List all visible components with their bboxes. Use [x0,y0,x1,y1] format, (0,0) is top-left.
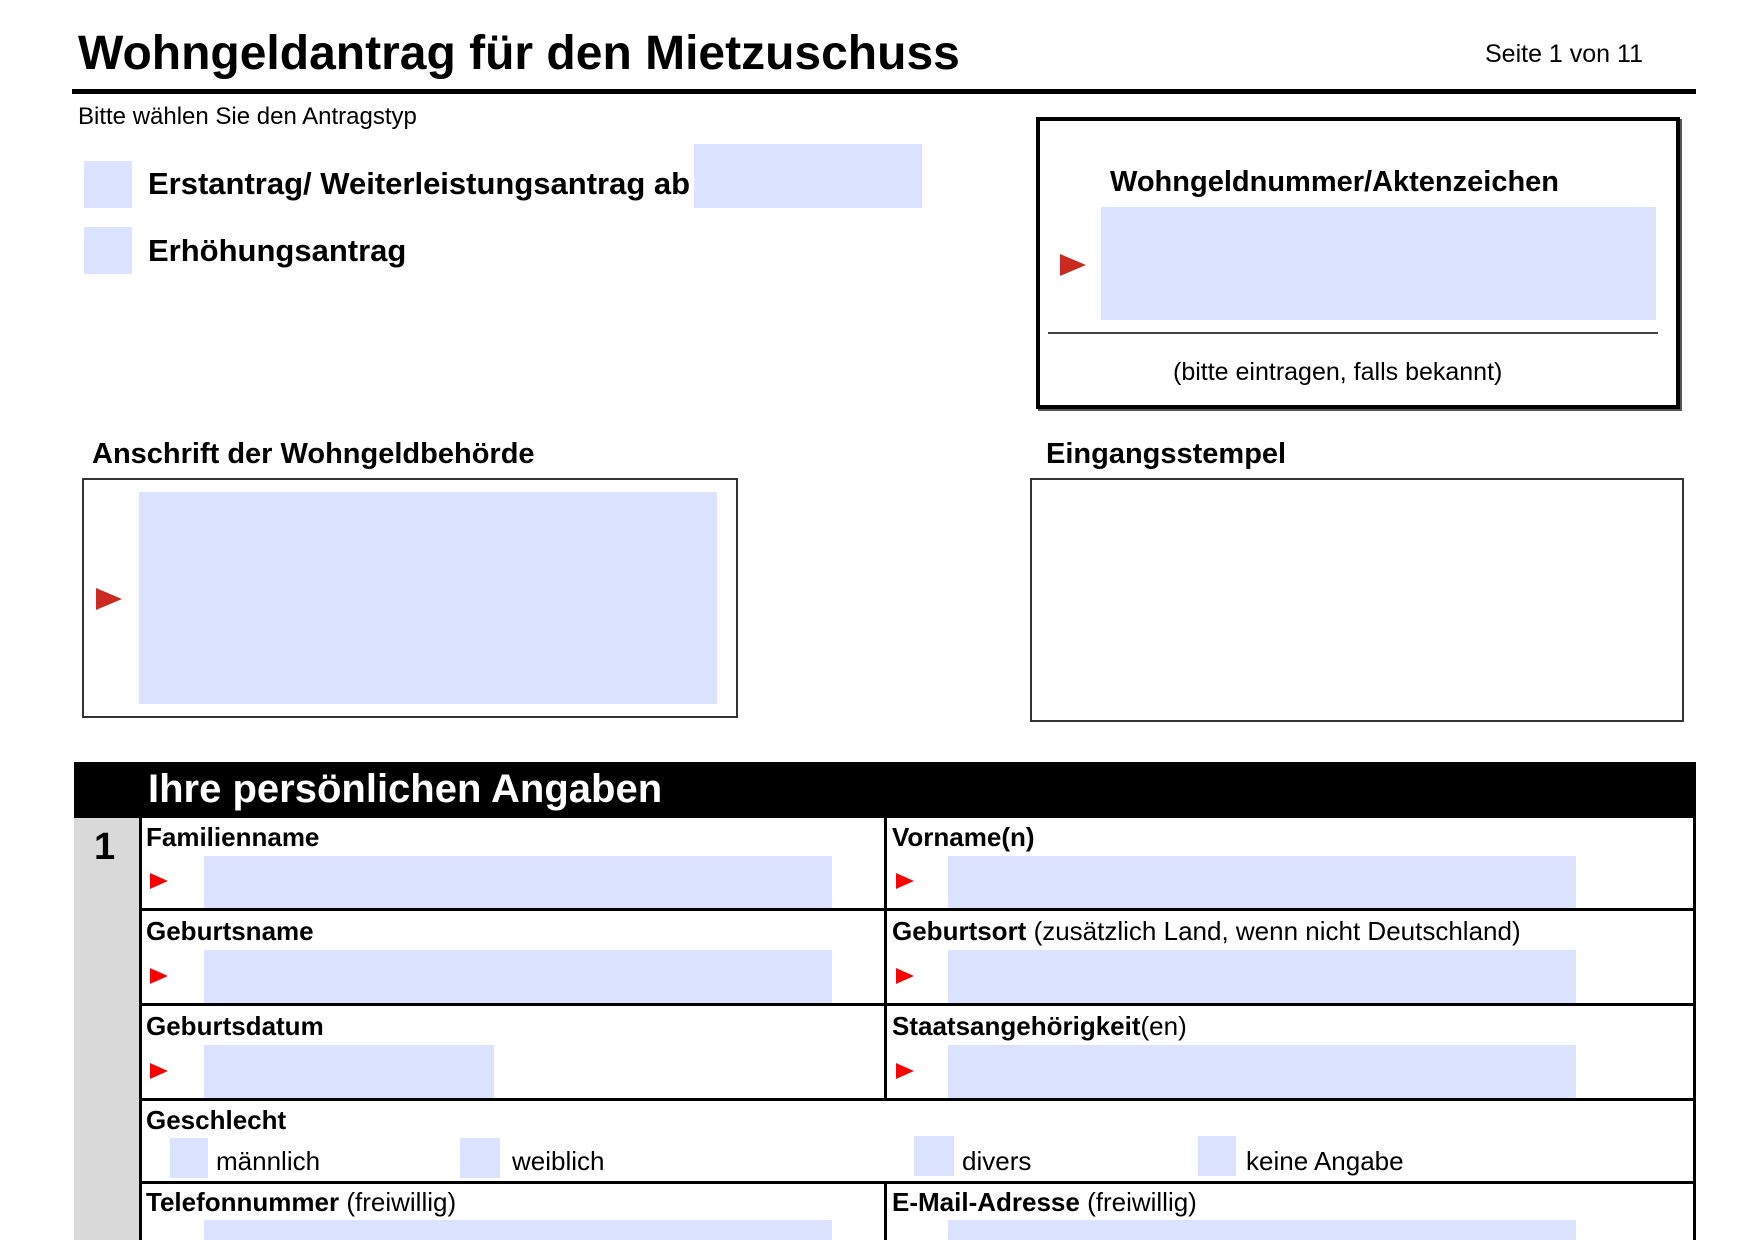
stamp-heading: Eingangsstempel [1046,438,1287,470]
authority-heading: Anschrift der Wohngeldbehörde [92,438,535,470]
increase-application-checkbox[interactable] [84,227,132,274]
gender-none-label: keine Angabe [1246,1146,1404,1176]
required-marker-icon [150,1063,168,1079]
grid-line [139,818,142,1240]
file-number-input[interactable] [1101,207,1656,320]
nationality-input[interactable] [948,1045,1576,1098]
file-number-title: Wohngeldnummer/Aktenzeichen [1110,166,1560,198]
initial-application-checkbox[interactable] [84,161,132,208]
birth-date-label: Geburtsdatum [146,1011,324,1041]
nationality-label: Staatsangehörigkeit(en) [892,1011,1187,1041]
page-title: Wohngeldantrag für den Mietzuschuss [78,27,960,80]
section-1-title: Ihre persönlichen Angaben [148,767,663,811]
grid-line [884,1181,887,1240]
gender-diverse-checkbox[interactable] [914,1136,954,1176]
gender-male-label: männlich [216,1146,321,1176]
section-number-column [74,818,140,1240]
file-number-hint: (bitte eintragen, falls bekannt) [1173,358,1503,386]
gender-label: Geschlecht [146,1105,287,1135]
page-indicator: Seite 1 von 11 [1485,40,1643,68]
birth-date-input[interactable] [204,1045,494,1098]
grid-line [139,1098,1696,1101]
birth-name-label: Geburtsname [146,916,314,946]
grid-line [139,1181,1696,1184]
authority-address-input[interactable] [139,492,717,704]
grid-line [139,1003,1696,1006]
grid-line [1693,762,1696,1240]
file-number-divider [1048,332,1658,334]
gender-female-checkbox[interactable] [460,1138,500,1178]
email-label: E-Mail-Adresse (freiwillig) [892,1187,1197,1217]
email-input[interactable] [948,1220,1576,1240]
required-marker-icon [896,968,914,984]
gender-female-label: weiblich [512,1146,605,1176]
birth-place-input[interactable] [948,950,1576,1003]
family-name-input[interactable] [204,856,832,908]
increase-application-label: Erhöhungsantrag [148,233,407,268]
first-names-label: Vorname(n) [892,822,1035,852]
first-names-input[interactable] [948,856,1576,908]
birth-place-label: Geburtsort (zusätzlich Land, wenn nicht Deutschland) [892,916,1521,946]
gender-male-checkbox[interactable] [170,1138,208,1178]
family-name-label: Familienname [146,822,320,852]
required-marker-icon [150,968,168,984]
section-number: 1 [94,826,116,868]
required-marker-icon [96,588,122,610]
gender-diverse-label: divers [962,1146,1032,1176]
grid-line [139,908,1696,911]
section-1-header [74,762,1696,818]
grid-line [884,818,887,1098]
required-marker-icon [1060,254,1086,276]
receipt-stamp-box [1030,478,1684,722]
initial-application-label: Erstantrag/ Weiterleistungsantrag ab [148,166,691,201]
phone-input[interactable] [204,1220,832,1240]
birth-name-input[interactable] [204,950,832,1003]
phone-label: Telefonnummer (freiwillig) [146,1187,457,1217]
header-divider [72,89,1696,94]
gender-none-checkbox[interactable] [1198,1136,1236,1176]
start-date-input[interactable] [694,144,922,208]
required-marker-icon [150,873,168,889]
application-type-heading: Bitte wählen Sie den Antragstyp [78,103,417,130]
required-marker-icon [896,873,914,889]
required-marker-icon [896,1063,914,1079]
